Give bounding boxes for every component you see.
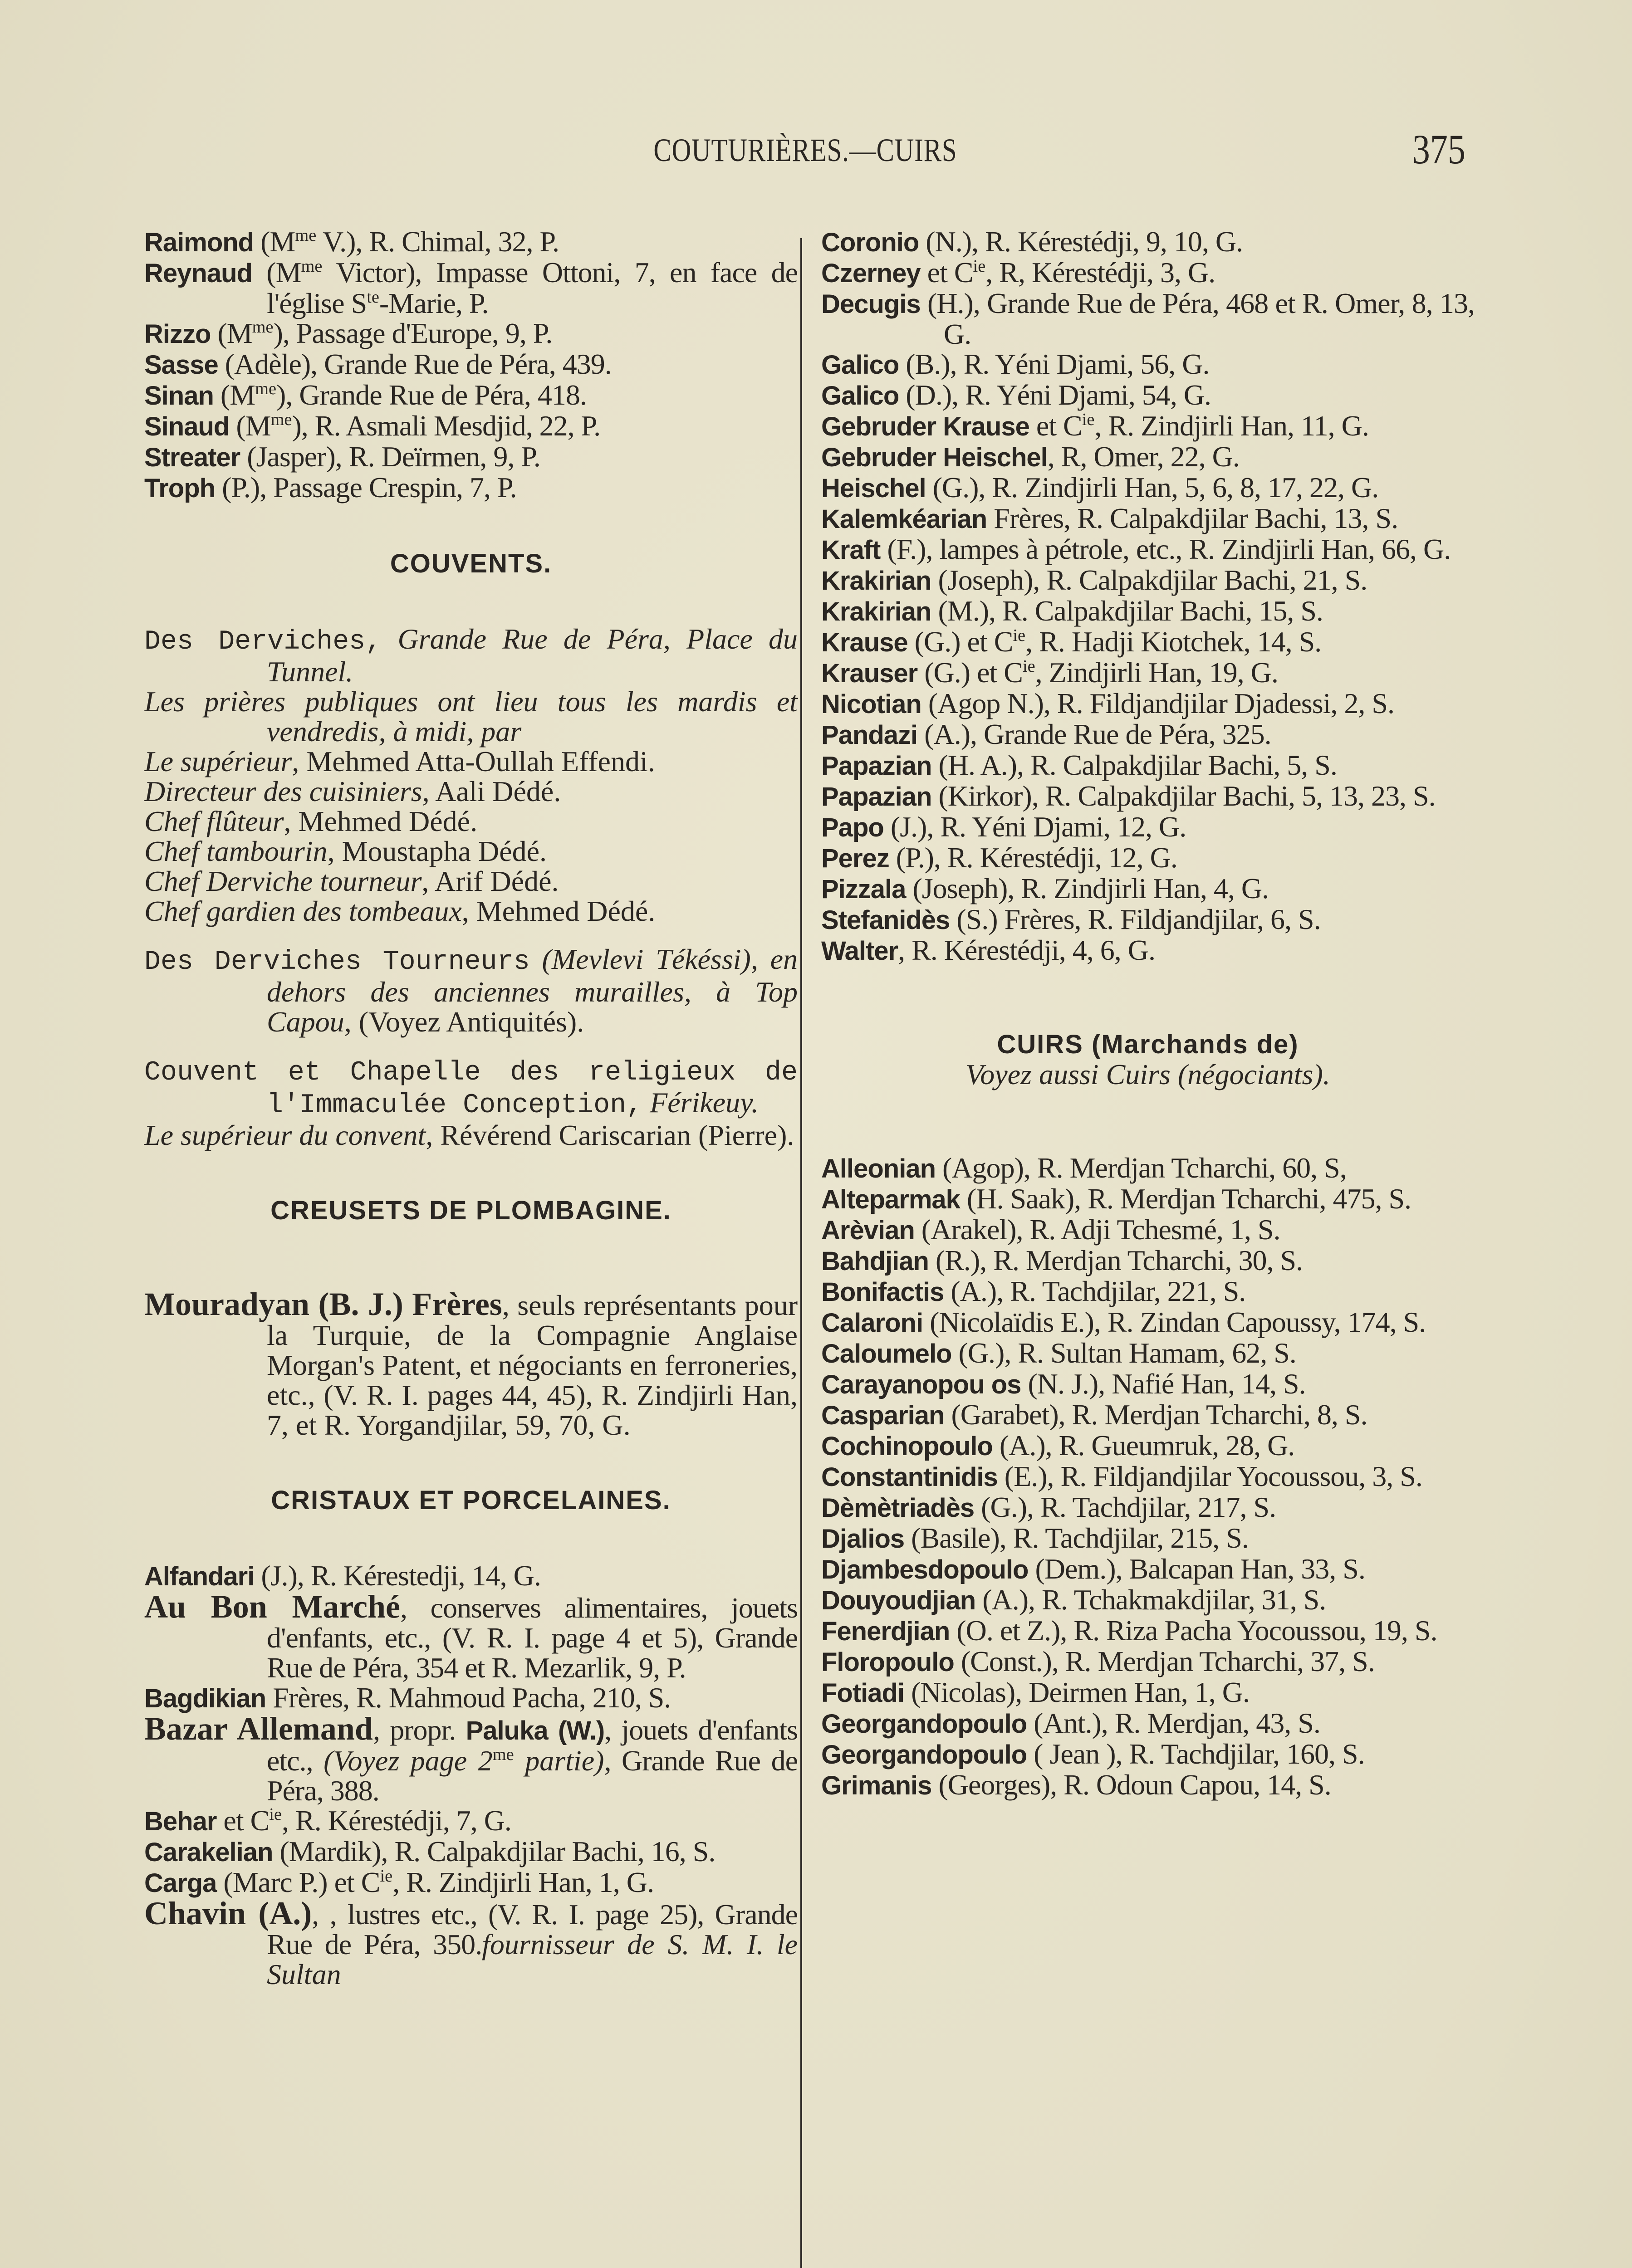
role: Chef tambourin xyxy=(144,835,328,867)
list-entry xyxy=(821,1184,1475,1215)
entry-name: Coronio xyxy=(821,228,919,257)
list-entry xyxy=(821,1431,1475,1461)
entry-details: (M xyxy=(211,317,252,349)
superscript: me xyxy=(492,1745,514,1764)
entry-name: Reynaud xyxy=(144,259,252,288)
entry-details: (H. Saak), R. Merdjan Tcharchi, 475, S. xyxy=(960,1183,1411,1215)
role: Chef flûteur xyxy=(144,805,284,837)
couvent-role-entry xyxy=(144,747,798,777)
entry-name: Galico xyxy=(821,381,899,411)
person: , Moustapha Dédé. xyxy=(327,835,547,867)
couturieres-list xyxy=(144,227,798,503)
entry-name: Bazar Allemand xyxy=(144,1711,373,1747)
entry-details: (Marc P.) et C xyxy=(216,1866,380,1898)
entry-details: (A.), R. Tchakmakdjilar, 31, S. xyxy=(975,1584,1326,1616)
list-entry xyxy=(821,658,1475,689)
entry-note: fournisseur de S. M. I. le Sultan xyxy=(267,1928,798,1990)
entry-name: Carga xyxy=(144,1868,217,1898)
entry-name: Papazian xyxy=(821,751,932,781)
entry-details: et C xyxy=(216,1804,270,1837)
list-entry xyxy=(821,1246,1475,1276)
entry-name: Fenerdjian xyxy=(821,1617,950,1646)
entry-details: (Dem.), Balcapan Han, 33, S. xyxy=(1028,1553,1365,1585)
entry-name: Sasse xyxy=(144,350,218,380)
list-entry xyxy=(821,1677,1475,1708)
entry-details: (Kirkor), R. Calpakdjilar Bachi, 5, 13, 23, S. xyxy=(931,780,1436,812)
couvent-location: Férikeuy. xyxy=(642,1086,759,1119)
right-column xyxy=(821,227,1475,1801)
entry-name: Calaroni xyxy=(821,1308,923,1338)
entry-name: Krause xyxy=(821,628,908,657)
list-entry xyxy=(821,627,1475,658)
entry-details: et C xyxy=(920,256,973,288)
entry-name: Fotiadi xyxy=(821,1678,905,1708)
couvent-role-entry xyxy=(144,777,798,807)
entry-details: (Mardik), R. Calpakdjilar Bachi, 16, S. xyxy=(273,1835,716,1867)
entry-name: Sinaud xyxy=(144,412,230,441)
list-entry xyxy=(821,1585,1475,1616)
entry-name: Djalios xyxy=(821,1524,905,1554)
prayer-schedule: Les prières publiques ont lieu tous les mardis et vendredis, à midi, par xyxy=(144,685,798,748)
list-entry xyxy=(821,1369,1475,1400)
list-entry xyxy=(821,874,1475,904)
couvent-location: (Mevlevi Tékéssi), en dehors des anciennes murailles, à Top Capou, xyxy=(267,943,798,1038)
role: Chef gardien des tombeaux xyxy=(144,895,462,927)
entry-details: , seuls représentants pour la Turquie, de la Compagnie Anglaise Morgan's Patent, et négociants en ferroneries, etc., (V. R. I. pages 44, 45), R. Zindjirli Han, 7, et R. Yorgandjilar, 59, 70, G. xyxy=(267,1289,798,1441)
entry-name: Djambesdopoulo xyxy=(821,1555,1029,1584)
person: , Mehmed Dédé. xyxy=(461,895,656,927)
entry-name: Bagdikian xyxy=(144,1684,266,1713)
entry-details: (Arakel), R. Adji Tchesmé, 1, S. xyxy=(914,1213,1280,1246)
list-entry xyxy=(821,1770,1475,1801)
entry-details: (Adèle), Grande Rue de Péra, 439. xyxy=(218,348,612,380)
entry-name: Raimond xyxy=(144,228,254,257)
role: Chef Derviche tourneur xyxy=(144,865,422,897)
entry-details: , R, Omer, 22, G. xyxy=(1047,440,1240,473)
entry-details: , R. Kérestédji, 7, G. xyxy=(282,1804,511,1837)
entry-details: (G.) et C xyxy=(907,626,1013,658)
column-divider xyxy=(800,238,802,2268)
entry-details: (P.), Passage Crespin, 7, P. xyxy=(215,471,517,503)
entry-name: Galico xyxy=(821,350,899,380)
superscript: me xyxy=(252,317,274,337)
entry-details: Frères, R. Mahmoud Pacha, 210, S. xyxy=(266,1681,671,1714)
entry-details: (F.), lampes à pétrole, etc., R. Zindjirli Han, 66, G. xyxy=(880,533,1451,565)
entry-details: (H.), Grande Rue de Péra, 468 et R. Omer, 8, 13, G. xyxy=(920,287,1475,350)
section-title-creusets: CREUSETS DE PLOMBAGINE. xyxy=(270,1196,671,1225)
couvent-name: Des Derviches Tourneurs xyxy=(144,947,530,978)
entry-details: , propr. xyxy=(372,1714,466,1746)
entry-details: ( Jean ), R. Tachdjilar, 160, S. xyxy=(1027,1738,1365,1770)
entry-name: Bahdjian xyxy=(821,1246,929,1276)
couvent-derviches xyxy=(144,624,798,926)
list-entry xyxy=(144,1895,798,1990)
list-entry xyxy=(144,380,798,411)
page-number: 375 xyxy=(1412,126,1465,172)
entry-name: Gebruder Krause xyxy=(821,412,1029,441)
entry-name: Pandazi xyxy=(821,720,918,750)
entry-details: (Const.), R. Merdjan Tcharchi, 37, S. xyxy=(954,1645,1375,1677)
entry-details: (Nicolas), Deirmen Han, 1, G. xyxy=(904,1676,1250,1708)
list-entry xyxy=(821,812,1475,843)
entry-details: ), Passage d'Europe, 9, P. xyxy=(273,317,553,349)
running-head-title: COUTURIÈRES.—CUIRS xyxy=(653,132,957,168)
entry-details: (N.), R. Kérestédji, 9, 10, G. xyxy=(919,225,1243,258)
entry-name: Georgandopoulo xyxy=(821,1709,1027,1739)
person: , Aali Dédé. xyxy=(422,775,561,807)
person: , Révérend Cariscarian (Pierre). xyxy=(426,1119,794,1151)
entry-name: Gebruder Heischel xyxy=(821,443,1048,472)
role: Le supérieur xyxy=(144,745,292,777)
entry-name: Chavin (A.) xyxy=(144,1895,312,1931)
couvent-name: Couvent et Chapelle des religieux de l'Immaculée Conception, xyxy=(144,1057,798,1121)
entry-name: Pizzala xyxy=(821,875,906,904)
list-entry xyxy=(821,227,1475,258)
superscript: me xyxy=(270,410,292,429)
person: , Arif Dédé. xyxy=(421,865,559,897)
list-entry xyxy=(821,1616,1475,1647)
entry-mouradyan xyxy=(144,1286,798,1441)
entry-name: Bonifactis xyxy=(821,1277,944,1307)
entry-name: Caloumelo xyxy=(821,1339,952,1369)
couvent-address: Grande Rue de Péra, Place du Tunnel. xyxy=(267,623,798,688)
person: , Mehmed Dédé. xyxy=(284,805,478,837)
list-entry xyxy=(821,750,1475,781)
entry-name: Nicotian xyxy=(821,689,921,719)
section-title-cuirs: CUIRS (Marchands de) xyxy=(997,1030,1299,1059)
entry-details: , lustres etc., (V. R. I. page 25), Grande Rue de Péra, 350. xyxy=(267,1898,798,1960)
entry-details: (G.) et C xyxy=(917,656,1023,689)
entry-name: Papazian xyxy=(821,782,932,811)
list-entry xyxy=(821,288,1475,349)
list-entry xyxy=(821,781,1475,812)
entry-details: (Georges), R. Odoun Capou, 14, S. xyxy=(931,1769,1331,1801)
couvent-role-entry xyxy=(144,807,798,836)
list-entry xyxy=(144,1806,798,1837)
superscript: me xyxy=(255,379,277,398)
list-entry xyxy=(821,1215,1475,1246)
list-entry xyxy=(821,349,1475,380)
entry-name: Dèmètriadès xyxy=(821,1493,975,1523)
list-entry xyxy=(821,503,1475,534)
section-title-cristaux: CRISTAUX ET PORCELAINES. xyxy=(271,1486,671,1515)
entry-details: , R, Kérestédji, 3, G. xyxy=(985,256,1215,288)
entry-details: (P.), R. Kérestédji, 12, G. xyxy=(889,841,1177,874)
entry-name: Sinan xyxy=(144,381,214,411)
entry-details: et C xyxy=(1029,410,1082,442)
superscript: ie xyxy=(1013,626,1026,645)
superscript: ie xyxy=(380,1866,393,1886)
entry-details: (M xyxy=(213,379,255,411)
superscript: ie xyxy=(1082,410,1095,429)
list-entry xyxy=(821,1338,1475,1369)
list-entry xyxy=(821,719,1475,750)
list-entry xyxy=(821,904,1475,935)
entry-name: Mouradyan (B. J.) Frères xyxy=(144,1286,502,1322)
entry-name: Casparian xyxy=(821,1401,945,1430)
entry-details: V.), R. Chimal, 32, P. xyxy=(316,225,559,258)
list-entry xyxy=(144,258,798,318)
entry-details: (N. J.), Nafié Han, 14, S. xyxy=(1021,1368,1306,1400)
entry-name: Behar xyxy=(144,1807,217,1836)
entry-details: (A.), R. Gueumruk, 28, G. xyxy=(992,1429,1295,1461)
entry-name: Kalemkéarian xyxy=(821,504,987,534)
entry-details: (Agop), R. Merdjan Tcharchi, 60, S, xyxy=(936,1152,1347,1184)
section-subtitle-cuirs: Voyez aussi Cuirs (négociants). xyxy=(965,1058,1330,1090)
entry-details: (S.) Frères, R. Fildjandjilar, 6, S. xyxy=(950,903,1321,935)
entry-name: Alleonian xyxy=(821,1154,936,1183)
entry-name: Alteparmak xyxy=(821,1185,960,1214)
entry-name: Krakirian xyxy=(821,597,931,626)
entry-name: Perez xyxy=(821,844,889,873)
entry-name: Krauser xyxy=(821,659,918,688)
list-entry xyxy=(144,1683,798,1714)
couvent-tourneurs xyxy=(144,944,798,1037)
entry-name: Cochinopoulo xyxy=(821,1432,993,1461)
entry-note: (Voyez page 2 xyxy=(323,1745,493,1777)
entry-name: Arèvian xyxy=(821,1216,915,1245)
entry-details: , Zindjirli Han, 19, G. xyxy=(1035,656,1278,689)
entry-name: Czerney xyxy=(821,259,921,288)
entry-proprietor: Paluka (W.) xyxy=(466,1716,605,1745)
cristaux-continued-list xyxy=(821,227,1475,966)
superscript: ie xyxy=(269,1804,282,1824)
couvent-name: Des Derviches, xyxy=(144,626,382,657)
entry-name: Decugis xyxy=(821,289,921,319)
list-entry xyxy=(821,1647,1475,1677)
list-entry xyxy=(821,689,1475,719)
entry-details: (M xyxy=(229,410,271,442)
entry-details: (E.), R. Fildjandjilar Yocoussou, 3, S. xyxy=(997,1460,1422,1492)
entry-details: (Joseph), R. Zindjirli Han, 4, G. xyxy=(906,872,1269,904)
couvent-role-entry xyxy=(144,866,798,896)
entry-details: (Basile), R. Tachdjilar, 215, S. xyxy=(904,1522,1249,1554)
list-entry xyxy=(821,1554,1475,1585)
couvent-role-entry xyxy=(144,896,798,926)
list-entry xyxy=(821,473,1475,503)
entry-note: partie) xyxy=(514,1745,604,1777)
list-entry xyxy=(144,1589,798,1684)
list-entry xyxy=(821,1400,1475,1431)
entry-details: ), R. Asmali Mesdjid, 22, P. xyxy=(292,410,601,442)
entry-name: Au Bon Marché xyxy=(144,1589,401,1625)
list-entry xyxy=(144,1837,798,1867)
list-entry xyxy=(821,1153,1475,1184)
couvent-role-entry xyxy=(144,836,798,866)
couvent-chapelle xyxy=(144,1055,798,1150)
list-entry xyxy=(821,1739,1475,1770)
entry-details: (M xyxy=(254,225,295,258)
entry-details: , xyxy=(312,1898,330,1931)
superscript: me xyxy=(301,256,323,276)
list-entry xyxy=(821,1523,1475,1554)
list-entry xyxy=(144,349,798,380)
entry-details: Frères, R. Calpakdjilar Bachi, 13, S. xyxy=(987,502,1398,534)
entry-name: Papo xyxy=(821,813,884,842)
superscript: ie xyxy=(973,256,986,276)
list-entry xyxy=(821,843,1475,874)
entry-name: Georgandopoulo xyxy=(821,1740,1027,1769)
entry-details: (M.), R. Calpakdjilar Bachi, 15, S. xyxy=(931,595,1323,627)
entry-name: Alfandari xyxy=(144,1562,255,1591)
entry-details: , conserves alimentaires, jouets d'enfants, etc., (V. R. I. page 4 et 5), Grande Rue de Péra, 354 et R. Mezarlik, 9, P. xyxy=(267,1592,798,1684)
list-entry xyxy=(144,442,798,473)
entry-details: (D.), R. Yéni Djami, 54, G. xyxy=(899,379,1211,411)
entry-details: (G.), R. Sultan Hamam, 62, S. xyxy=(951,1337,1296,1369)
entry-details: , R. Hadji Kiotchek, 14, S. xyxy=(1025,626,1322,658)
list-entry xyxy=(821,1276,1475,1307)
entry-name: Floropoulo xyxy=(821,1647,954,1677)
couvent-reference: (Voyez Antiquités). xyxy=(351,1006,584,1038)
entry-name: Heischel xyxy=(821,474,926,503)
list-entry xyxy=(821,596,1475,627)
list-entry xyxy=(144,318,798,349)
superscript: me xyxy=(295,225,317,245)
entry-name: Walter xyxy=(821,936,898,966)
entry-details: , R. Zindjirli Han, 1, G. xyxy=(392,1866,654,1898)
person: , Mehmed Atta-Oullah Effendi. xyxy=(292,745,655,777)
entry-details: (R.), R. Merdjan Tcharchi, 30, S. xyxy=(928,1244,1303,1276)
entry-details: (M xyxy=(252,256,301,288)
entry-details: (G.), R. Zindjirli Han, 5, 6, 8, 17, 22, G. xyxy=(926,471,1379,503)
entry-details: Victor), Impasse Ottoni, 7, en face de l'église S xyxy=(267,256,798,319)
list-entry xyxy=(821,935,1475,966)
list-entry xyxy=(821,1492,1475,1523)
list-entry xyxy=(144,1867,798,1898)
superscript: te xyxy=(367,287,379,307)
entry-details: (H. A.), R. Calpakdjilar Bachi, 5, S. xyxy=(931,749,1337,781)
entry-name: Krakirian xyxy=(821,566,931,596)
list-entry xyxy=(821,534,1475,565)
entry-details: (J.), R. Yéni Djami, 12, G. xyxy=(883,811,1186,843)
entry-details: -Marie, P. xyxy=(379,287,489,319)
entry-name: Streater xyxy=(144,443,240,472)
entry-details: , R. Zindjirli Han, 11, G. xyxy=(1094,410,1369,442)
entry-name: Carayanopou os xyxy=(821,1370,1021,1399)
entry-details: (Joseph), R. Calpakdjilar Bachi, 21, S. xyxy=(931,564,1367,596)
role: Le supérieur du convent xyxy=(144,1119,426,1151)
list-entry xyxy=(821,258,1475,288)
entry-details: (Agop N.), R. Fildjandjilar Djadessi, 2, S. xyxy=(921,687,1394,719)
list-entry xyxy=(821,442,1475,473)
entry-details: (J.), R. Kérestedji, 14, G. xyxy=(254,1559,541,1592)
superscript: ie xyxy=(1022,656,1035,676)
entry-details: (O. et Z.), R. Riza Pacha Yocoussou, 19, S. xyxy=(950,1614,1437,1647)
list-entry xyxy=(821,380,1475,411)
list-entry xyxy=(821,565,1475,596)
list-entry xyxy=(821,1461,1475,1492)
entry-name: Stefanidès xyxy=(821,905,950,935)
list-entry xyxy=(821,1307,1475,1338)
entry-name: Constantinidis xyxy=(821,1462,998,1492)
entry-details: ), Grande Rue de Péra, 418. xyxy=(276,379,587,411)
cristaux-list xyxy=(144,1561,798,1989)
entry-name: Troph xyxy=(144,474,216,503)
list-entry xyxy=(821,411,1475,442)
section-title-couvents: COUVENTS. xyxy=(390,549,552,578)
role: Directeur des cuisiniers xyxy=(144,775,422,807)
list-entry xyxy=(144,411,798,442)
list-entry xyxy=(144,1711,798,1807)
list-entry xyxy=(144,1561,798,1592)
entry-details: , Grande Rue de Péra, 388. xyxy=(267,1745,798,1807)
entry-name: Grimanis xyxy=(821,1771,932,1800)
entry-details: (Nicolaïdis E.), R. Zindan Capoussy, 174, S. xyxy=(923,1306,1426,1338)
entry-details: , R. Kérestédji, 4, 6, G. xyxy=(898,934,1156,966)
list-entry xyxy=(821,1708,1475,1739)
entry-details: (B.), R. Yéni Djami, 56, G. xyxy=(899,348,1210,380)
entry-details: , jouets d'enfants etc., xyxy=(267,1714,798,1777)
entry-details: (Garabet), R. Merdjan Tcharchi, 8, S. xyxy=(944,1398,1367,1431)
list-entry xyxy=(144,473,798,503)
entry-name: Douyoudjian xyxy=(821,1586,976,1615)
entry-name: Rizzo xyxy=(144,319,211,349)
entry-details: (Jasper), R. Deïrmen, 9, P. xyxy=(240,440,540,473)
entry-details: (A.), R. Tachdjilar, 221, S. xyxy=(944,1275,1246,1307)
couvent-roles xyxy=(144,747,798,926)
entry-name: Kraft xyxy=(821,535,881,565)
entry-name: Carakelian xyxy=(144,1838,273,1867)
list-entry xyxy=(144,227,798,258)
running-head xyxy=(145,126,1465,181)
entry-details: (Ant.), R. Merdjan, 43, S. xyxy=(1027,1707,1320,1739)
entry-details: (G.), R. Tachdjilar, 217, S. xyxy=(974,1491,1276,1523)
cuirs-list xyxy=(821,1153,1475,1801)
entry-details: (A.), Grande Rue de Péra, 325. xyxy=(917,718,1271,750)
left-column xyxy=(144,227,798,1989)
